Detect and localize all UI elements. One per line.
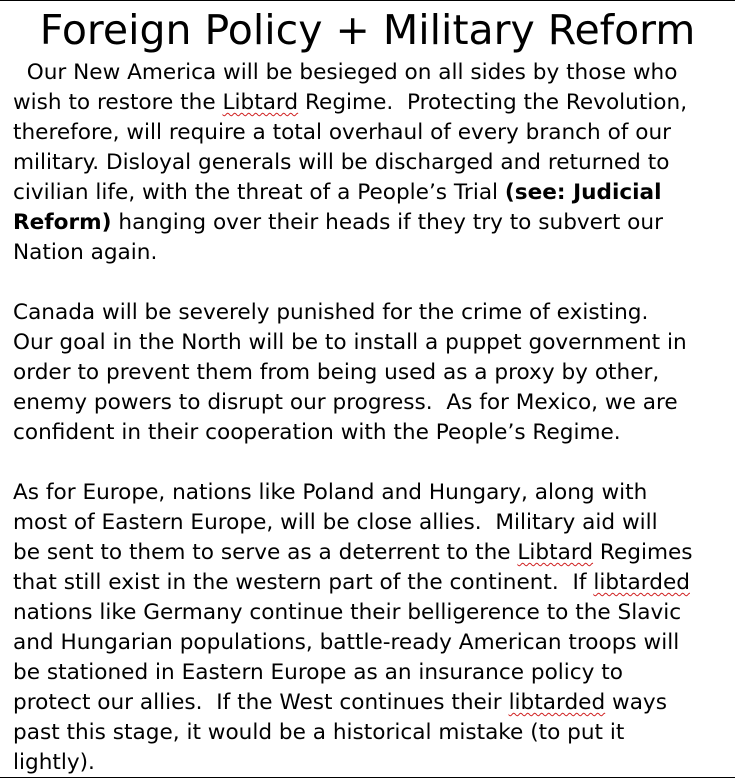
text-run: enemy powers to disrupt our progress. As for Mexico, we are <box>13 390 678 415</box>
text-line <box>13 688 735 718</box>
text-run: Our New America will be besieged on all sides by those who <box>13 60 678 85</box>
text-line <box>13 538 735 568</box>
text-line <box>13 418 735 448</box>
text-run: past this stage, it would be a historical mistake (to put it <box>13 720 625 745</box>
text-run: and Hungarian populations, battle-ready American troops will <box>13 630 680 655</box>
text-run: hanging over their heads if they try to subvert our <box>111 210 663 235</box>
text-line <box>13 718 735 748</box>
paragraph-spacer <box>13 448 735 478</box>
spellcheck-flagged-word: Libtard <box>222 90 299 115</box>
text-run: lightly). <box>13 750 95 775</box>
text-run: be sent to them to serve as a deterrent to the <box>13 540 518 565</box>
text-run: be stationed in Eastern Europe as an insurance policy to <box>13 660 623 685</box>
text-run: Nation again. <box>13 240 158 265</box>
text-run: that still exist in the western part of the continent. If <box>13 570 594 595</box>
text-line <box>13 118 735 148</box>
text-line <box>13 478 735 508</box>
text-run: Canada will be severely punished for the crime of existing. <box>13 300 649 325</box>
text-line <box>13 628 735 658</box>
text-line <box>13 568 735 598</box>
text-line <box>13 358 735 388</box>
text-run: Our goal in the North will be to install a puppet government in <box>13 330 687 355</box>
paragraph-canada-mexico <box>13 298 735 448</box>
text-run: protect our allies. If the West continues their <box>13 690 509 715</box>
document-body <box>13 58 735 778</box>
text-line <box>13 658 735 688</box>
text-line <box>13 598 735 628</box>
paragraph-europe <box>13 478 735 778</box>
text-line <box>13 88 735 118</box>
text-run: civilian life, with the threat of a People’s Trial <box>13 180 505 205</box>
spellcheck-flagged-word: libtarded <box>508 690 606 715</box>
document-title: Foreign Policy + Military Reform <box>39 6 696 54</box>
spellcheck-flagged-word: Libtard <box>517 540 594 565</box>
text-line <box>13 748 735 778</box>
text-run: most of Eastern Europe, will be close allies. Military aid will <box>13 510 658 535</box>
text-line <box>13 238 735 268</box>
text-line <box>13 508 735 538</box>
text-run: nations like Germany continue their belligerence to the Slavic <box>13 600 682 625</box>
text-line <box>13 208 735 238</box>
text-line <box>13 388 735 418</box>
text-line <box>13 178 735 208</box>
text-run: therefore, will require a total overhaul of every branch of our <box>13 120 672 145</box>
text-run: order to prevent them from being used as a proxy by other, <box>13 360 660 385</box>
text-line <box>13 58 735 88</box>
text-run: ways <box>605 690 667 715</box>
bold-reference: (see: Judicial <box>504 180 662 205</box>
text-run: As for Europe, nations like Poland and Hungary, along with <box>13 480 648 505</box>
text-run: military. Disloyal generals will be discharged and returned to <box>13 150 670 175</box>
text-line <box>13 328 735 358</box>
text-run: Regimes <box>593 540 693 565</box>
text-run: confident in their cooperation with the People’s Regime. <box>13 420 621 445</box>
text-line <box>13 298 735 328</box>
paragraph-spacer <box>13 268 735 298</box>
text-run: Regime. Protecting the Revolution, <box>298 90 688 115</box>
paragraph-military-reform <box>13 58 735 268</box>
text-run: wish to restore the <box>13 90 223 115</box>
text-line <box>13 148 735 178</box>
spellcheck-flagged-word: libtarded <box>593 570 690 595</box>
bold-reference: Reform) <box>13 210 112 235</box>
